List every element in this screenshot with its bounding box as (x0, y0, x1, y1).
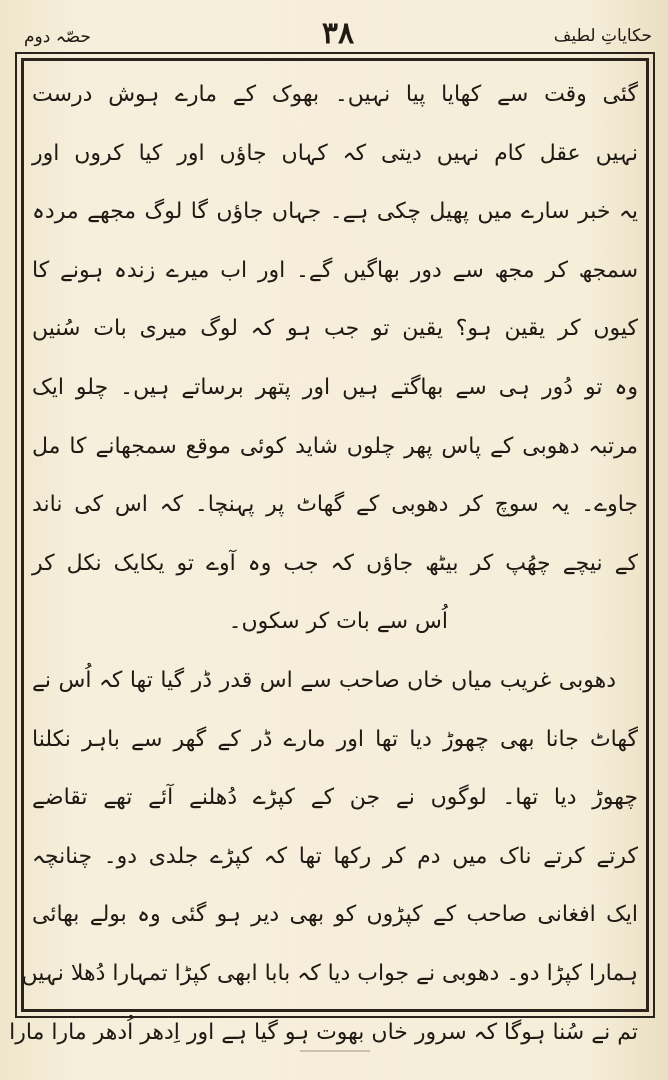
text-line: گھاٹ جانا بھی چھوڑ دیا تھا اور مارے ڈر کے گھر سے باہر نکلنا (32, 726, 638, 752)
page-number: ۳۸ (321, 16, 355, 51)
text-line: نہیں عقل کام نہیں دیتی کہ کہاں جاؤں اور کیا کروں اور (32, 140, 638, 166)
text-line: کے نیچے چھُپ کر بیٹھ جاؤں کہ جب وہ آوے تو یکایک نکل کر (32, 550, 638, 576)
text-line: وہ تو دُور ہی سے بھاگتے ہیں اور پتھر برساتے ہیں۔ چلو ایک (32, 374, 638, 400)
text-line: یہ خبر سارے میں پھیل چکی ہے۔ جہاں جاؤں گا لوگ مجھے مردہ (32, 199, 638, 225)
part-label: حصّہ دوم (24, 27, 91, 47)
text-line: ایک افغانی صاحب کے کپڑوں کو بھی دیر ہو گئی وہ بولے بھائی (32, 902, 638, 928)
text-line: اُس سے بات کر سکوں۔ (228, 609, 448, 635)
text-line: تم نے سُنا ہوگا کہ سرور خاں بھوت ہو گیا ہے اور اِدھر اُدھر مارا مارا (9, 1019, 638, 1045)
text-line: کرتے کرتے ناک میں دم کر رکھا تھا کہ کپڑے جلدی دو۔ چنانچہ (32, 843, 638, 869)
text-line: سمجھ کر مجھ سے دور بھاگیں گے۔ اور اب میرے زندہ ہونے کا (32, 257, 638, 283)
text-line: ہمارا کپڑا دو۔ دھوبی نے جواب دیا کہ بابا ابھی کپڑا تمہارا دُھلا نہیں (21, 960, 638, 986)
book-title: حکایاتِ لطیف (553, 26, 652, 46)
page-text (9, 66, 638, 1045)
page-header (18, 12, 658, 54)
text-line: چھوڑ دیا تھا۔ لوگوں نے جن کے کپڑے دُھلنے آئے تھے تقاضے (32, 785, 638, 811)
text-line: مرتبہ دھوبی کے پاس پھر چلوں شاید کوئی موقع سمجھانے کا مل (32, 433, 638, 459)
text-line: گئی وقت سے کھایا پیا نہیں۔ بھوک کے مارے ہوش درست (32, 82, 638, 107)
text-line: جاوے۔ یہ سوچ کر دھوبی کے گھاٹ پر پہنچا۔ کہ اس کی ناند (32, 492, 638, 518)
text-line: کیوں کر یقین ہو؟ یقین تو جب ہو کہ لوگ میری بات سُنیں (32, 316, 638, 342)
text-line: دھوبی غریب میاں خاں صاحب سے اس قدر ڈر گیا تھا کہ اُس نے (32, 667, 616, 693)
page-bottom-smudge (300, 1050, 370, 1052)
